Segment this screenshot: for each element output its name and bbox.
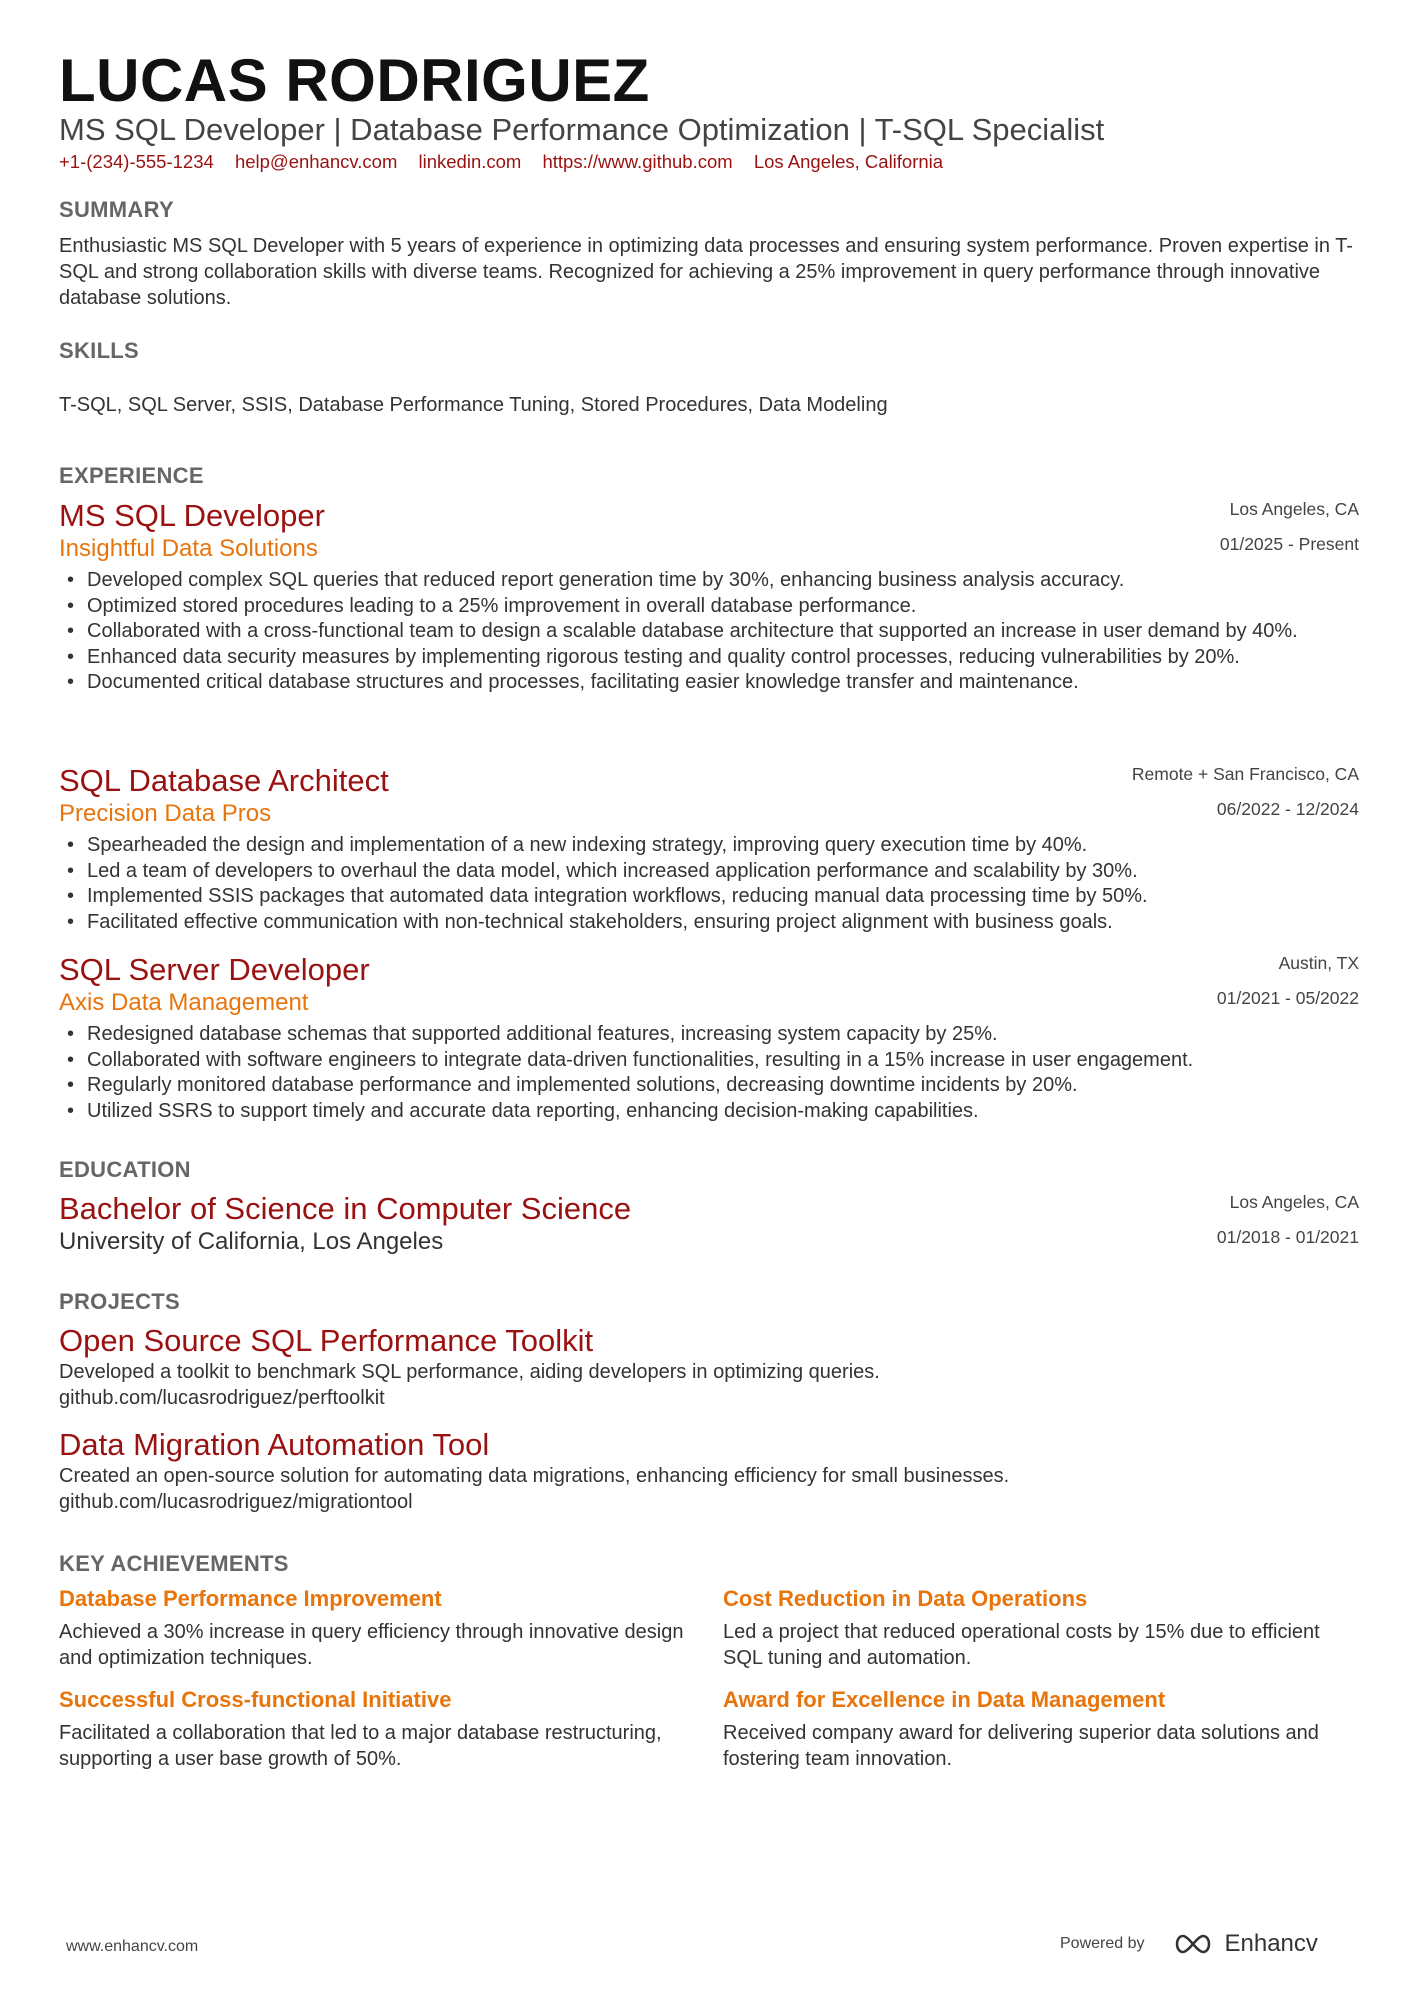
headline: MS SQL Developer | Database Performance Optimization | T-SQL Specialist	[59, 112, 1105, 147]
achievement-title: Successful Cross-functional Initiative	[59, 1687, 452, 1712]
resume-page	[59, 0, 1359, 1995]
bullet-item: • Redesigned database schemas that supported additional features, increasing system capacity by 25%.	[59, 1022, 1359, 1048]
bullet-item: • Spearheaded the design and implementation of a new indexing strategy, improving query execution time by 40%.	[59, 833, 1359, 859]
job-title: SQL Server Developer	[59, 952, 370, 987]
skills-heading: SKILLS	[59, 338, 140, 363]
achievement-item	[59, 1686, 689, 1772]
summary-heading: SUMMARY	[59, 197, 174, 222]
bullet-item: • Collaborated with software engineers to integrate data-driven functionalities, resulting in a 15% increase in user engagement.	[59, 1048, 1359, 1074]
education-location: Los Angeles, CA	[1229, 1192, 1359, 1212]
job-title: SQL Database Architect	[59, 763, 389, 798]
bullet-item: • Developed complex SQL queries that reduced report generation time by 30%, enhancing business analysis accuracy.	[59, 568, 1359, 594]
education-entry	[59, 1191, 1359, 1257]
job-bullets	[59, 1022, 1359, 1124]
job-location: Austin, TX	[1278, 953, 1359, 973]
bullet-item: • Optimized stored procedures leading to a 25% improvement in overall database performance.	[59, 594, 1359, 620]
achievement-title: Award for Excellence in Data Management	[723, 1687, 1166, 1712]
achievement-title: Database Performance Improvement	[59, 1586, 442, 1611]
experience-entry	[59, 498, 1359, 696]
location-text: Los Angeles, California	[753, 151, 944, 172]
project-title: Data Migration Automation Tool	[59, 1427, 490, 1462]
job-bullets	[59, 833, 1359, 935]
job-location: Los Angeles, CA	[1229, 499, 1359, 519]
achievement-item	[723, 1686, 1353, 1772]
experience-entry	[59, 952, 1359, 1124]
summary-text: Enthusiastic MS SQL Developer with 5 years of experience in optimizing data processes and ensuring system performance. Proven expertise in T-SQL and strong collaboration skills with diverse teams. Recognized for achieving a 25% improvement in query performance through innovative database solutions.	[59, 235, 1353, 309]
bullet-item: • Facilitated effective communication with non-technical stakeholders, ensuring project alignment with business goals.	[59, 910, 1359, 936]
powered-by-label: Powered by	[1060, 1935, 1145, 1952]
project-link[interactable]: github.com/lucasrodriguez/migrationtool	[59, 1491, 413, 1513]
experience-entry	[59, 763, 1359, 935]
bullet-item: • Enhanced data security measures by implementing rigorous testing and quality control processes, reducing vulnerabilities by 20%.	[59, 645, 1359, 671]
achievement-item	[723, 1585, 1353, 1671]
skills-text: T-SQL, SQL Server, SSIS, Database Performance Tuning, Stored Procedures, Data Modeling	[59, 394, 888, 416]
github-link[interactable]: https://www.github.com	[542, 151, 733, 172]
job-company: Precision Data Pros	[59, 800, 272, 827]
job-location: Remote + San Francisco, CA	[1131, 764, 1359, 784]
bullet-item: • Documented critical database structures and processes, facilitating easier knowledge transfer and maintenance.	[59, 670, 1359, 696]
linkedin-link[interactable]: linkedin.com	[418, 151, 522, 172]
contact-row	[59, 151, 959, 173]
enhancv-logo[interactable]	[1171, 1930, 1318, 1958]
project-entry	[59, 1323, 1359, 1411]
bullet-item: • Collaborated with a cross-functional team to design a scalable database architecture that supported an increase in user demand by 40%.	[59, 619, 1359, 645]
phone-link[interactable]: +1-(234)-555-1234	[59, 151, 214, 172]
brand-name: Enhancv	[1224, 1930, 1318, 1957]
achievement-item	[59, 1585, 689, 1671]
job-dates: 01/2021 - 05/2022	[1216, 988, 1359, 1008]
project-description: Created an open-source solution for automating data migrations, enhancing efficiency for small businesses.	[59, 1465, 1010, 1487]
degree-title: Bachelor of Science in Computer Science	[59, 1191, 632, 1226]
school-name: University of California, Los Angeles	[59, 1228, 444, 1255]
job-title: MS SQL Developer	[59, 498, 325, 533]
education-dates: 01/2018 - 01/2021	[1216, 1227, 1359, 1247]
project-description: Developed a toolkit to benchmark SQL performance, aiding developers in optimizing queries.	[59, 1361, 880, 1383]
achievement-title: Cost Reduction in Data Operations	[723, 1586, 1088, 1611]
project-entry	[59, 1427, 1359, 1515]
bullet-item: • Regularly monitored database performance and implemented solutions, decreasing downtime incidents by 20%.	[59, 1073, 1359, 1099]
project-title: Open Source SQL Performance Toolkit	[59, 1323, 594, 1358]
email-link[interactable]: help@enhancv.com	[234, 151, 398, 172]
footer-branding	[1060, 1930, 1318, 1958]
job-company: Axis Data Management	[59, 989, 309, 1016]
achievement-description: Facilitated a collaboration that led to a major database restructuring, supporting a user base growth of 50%.	[59, 1722, 662, 1770]
bullet-item: • Implemented SSIS packages that automated data integration workflows, reducing manual data processing time by 50%.	[59, 884, 1359, 910]
job-company: Insightful Data Solutions	[59, 535, 318, 562]
job-bullets	[59, 568, 1359, 696]
achievements-heading: KEY ACHIEVEMENTS	[59, 1551, 289, 1576]
achievement-description: Led a project that reduced operational costs by 15% due to efficient SQL tuning and automation.	[723, 1621, 1320, 1669]
job-dates: 06/2022 - 12/2024	[1216, 799, 1359, 819]
achievement-description: Received company award for delivering superior data solutions and fostering team innovation.	[723, 1722, 1319, 1770]
enhancv-infinity-icon	[1171, 1932, 1215, 1956]
bullet-item: • Led a team of developers to overhaul the data model, which increased application performance and scalability by 30%.	[59, 859, 1359, 885]
experience-heading: EXPERIENCE	[59, 463, 204, 488]
job-dates: 01/2025 - Present	[1219, 534, 1359, 554]
projects-heading: PROJECTS	[59, 1289, 180, 1314]
education-heading: EDUCATION	[59, 1157, 191, 1182]
candidate-name: LUCAS RODRIGUEZ	[59, 47, 650, 114]
bullet-item: • Utilized SSRS to support timely and accurate data reporting, enhancing decision-making capabilities.	[59, 1099, 1359, 1125]
footer-website[interactable]: www.enhancv.com	[66, 1938, 199, 1955]
project-link[interactable]: github.com/lucasrodriguez/perftoolkit	[59, 1387, 385, 1409]
achievement-description: Achieved a 30% increase in query efficiency through innovative design and optimization techniques.	[59, 1621, 684, 1669]
